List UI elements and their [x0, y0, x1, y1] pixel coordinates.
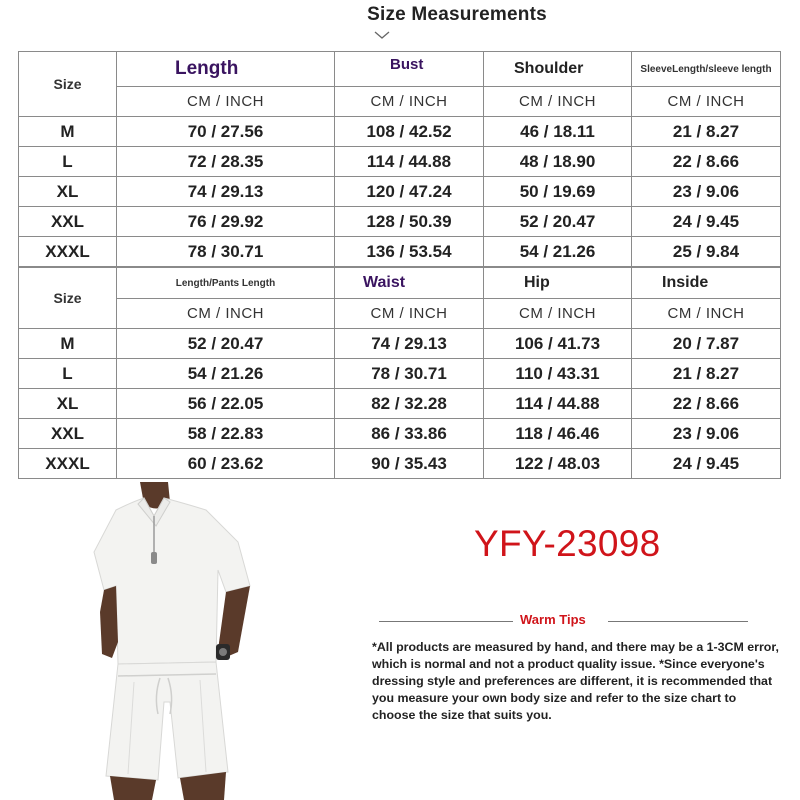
- size-cell: M: [19, 117, 117, 147]
- value-cell: 58 / 22.83: [117, 419, 335, 449]
- table-row: [19, 359, 781, 389]
- top-size-table: [18, 51, 781, 267]
- bottom-size-table: [18, 267, 781, 479]
- table-header-row: [19, 268, 781, 299]
- value-cell: 136 / 53.54: [335, 237, 484, 267]
- size-cell: XXL: [19, 419, 117, 449]
- table-row: [19, 237, 781, 267]
- value-cell: 23 / 9.06: [632, 177, 781, 207]
- value-cell: 70 / 27.56: [117, 117, 335, 147]
- unit-label: CM / INCH: [632, 87, 781, 117]
- size-cell: M: [19, 329, 117, 359]
- value-cell: 54 / 21.26: [484, 237, 632, 267]
- value-cell: 52 / 20.47: [484, 207, 632, 237]
- unit-row: [19, 87, 781, 117]
- size-cell: XXL: [19, 207, 117, 237]
- unit-label: CM / INCH: [484, 299, 632, 329]
- table-row: [19, 117, 781, 147]
- tips-divider-left: [379, 621, 513, 622]
- size-cell: XL: [19, 177, 117, 207]
- value-cell: 60 / 23.62: [117, 449, 335, 479]
- value-cell: 128 / 50.39: [335, 207, 484, 237]
- value-cell: 76 / 29.92: [117, 207, 335, 237]
- value-cell: 22 / 8.66: [632, 147, 781, 177]
- value-cell: 25 / 9.84: [632, 237, 781, 267]
- size-header: Size: [19, 268, 117, 329]
- header-sleeve-length: SleeveLength/sleeve length: [632, 52, 781, 87]
- size-cell: XL: [19, 389, 117, 419]
- header-bust: Bust: [335, 52, 484, 87]
- table-row: [19, 329, 781, 359]
- value-cell: 48 / 18.90: [484, 147, 632, 177]
- value-cell: 21 / 8.27: [632, 359, 781, 389]
- table-row: [19, 389, 781, 419]
- value-cell: 24 / 9.45: [632, 449, 781, 479]
- value-cell: 20 / 7.87: [632, 329, 781, 359]
- value-cell: 110 / 43.31: [484, 359, 632, 389]
- size-cell: L: [19, 359, 117, 389]
- header-inside: Inside: [632, 268, 781, 299]
- product-photo: [88, 482, 314, 800]
- header-hip: Hip: [484, 268, 632, 299]
- value-cell: 21 / 8.27: [632, 117, 781, 147]
- value-cell: 108 / 42.52: [335, 117, 484, 147]
- header-shoulder: Shoulder: [484, 52, 632, 87]
- table-row: [19, 449, 781, 479]
- table-row: [19, 147, 781, 177]
- table-header-row: [19, 52, 781, 87]
- size-cell: XXXL: [19, 449, 117, 479]
- value-cell: 78 / 30.71: [117, 237, 335, 267]
- size-cell: XXXL: [19, 237, 117, 267]
- unit-label: CM / INCH: [335, 87, 484, 117]
- value-cell: 72 / 28.35: [117, 147, 335, 177]
- page-title: Size Measurements: [367, 4, 547, 25]
- tips-title: Warm Tips: [520, 612, 586, 627]
- tips-divider-right: [608, 621, 748, 622]
- value-cell: 22 / 8.66: [632, 389, 781, 419]
- value-cell: 24 / 9.45: [632, 207, 781, 237]
- value-cell: 74 / 29.13: [335, 329, 484, 359]
- value-cell: 114 / 44.88: [484, 389, 632, 419]
- size-header: Size: [19, 52, 117, 117]
- value-cell: 50 / 19.69: [484, 177, 632, 207]
- value-cell: 54 / 21.26: [117, 359, 335, 389]
- tips-body: *All products are measured by hand, and there may be a 1-3CM error, which is normal and not a product quality issue. *Since everyone's dressing style and preferences are different, it is recommended that you measure your own body size and refer to the size chart to choose the size that suits you.: [372, 640, 779, 722]
- value-cell: 114 / 44.88: [335, 147, 484, 177]
- header-length: Length: [117, 52, 335, 87]
- unit-label: CM / INCH: [117, 87, 335, 117]
- unit-label: CM / INCH: [632, 299, 781, 329]
- table-row: [19, 207, 781, 237]
- header-pants-length: Length/Pants Length: [117, 268, 335, 299]
- chevron-down-icon: [373, 30, 391, 40]
- header-waist: Waist: [335, 268, 484, 299]
- value-cell: 78 / 30.71: [335, 359, 484, 389]
- value-cell: 118 / 46.46: [484, 419, 632, 449]
- size-cell: L: [19, 147, 117, 177]
- value-cell: 106 / 41.73: [484, 329, 632, 359]
- unit-row: [19, 299, 781, 329]
- value-cell: 46 / 18.11: [484, 117, 632, 147]
- unit-label: CM / INCH: [117, 299, 335, 329]
- value-cell: 52 / 20.47: [117, 329, 335, 359]
- unit-label: CM / INCH: [484, 87, 632, 117]
- value-cell: 120 / 47.24: [335, 177, 484, 207]
- table-row: [19, 177, 781, 207]
- product-code: YFY-23098: [474, 523, 661, 564]
- value-cell: 82 / 32.28: [335, 389, 484, 419]
- value-cell: 90 / 35.43: [335, 449, 484, 479]
- value-cell: 122 / 48.03: [484, 449, 632, 479]
- value-cell: 23 / 9.06: [632, 419, 781, 449]
- value-cell: 86 / 33.86: [335, 419, 484, 449]
- value-cell: 56 / 22.05: [117, 389, 335, 419]
- unit-label: CM / INCH: [335, 299, 484, 329]
- value-cell: 74 / 29.13: [117, 177, 335, 207]
- table-row: [19, 419, 781, 449]
